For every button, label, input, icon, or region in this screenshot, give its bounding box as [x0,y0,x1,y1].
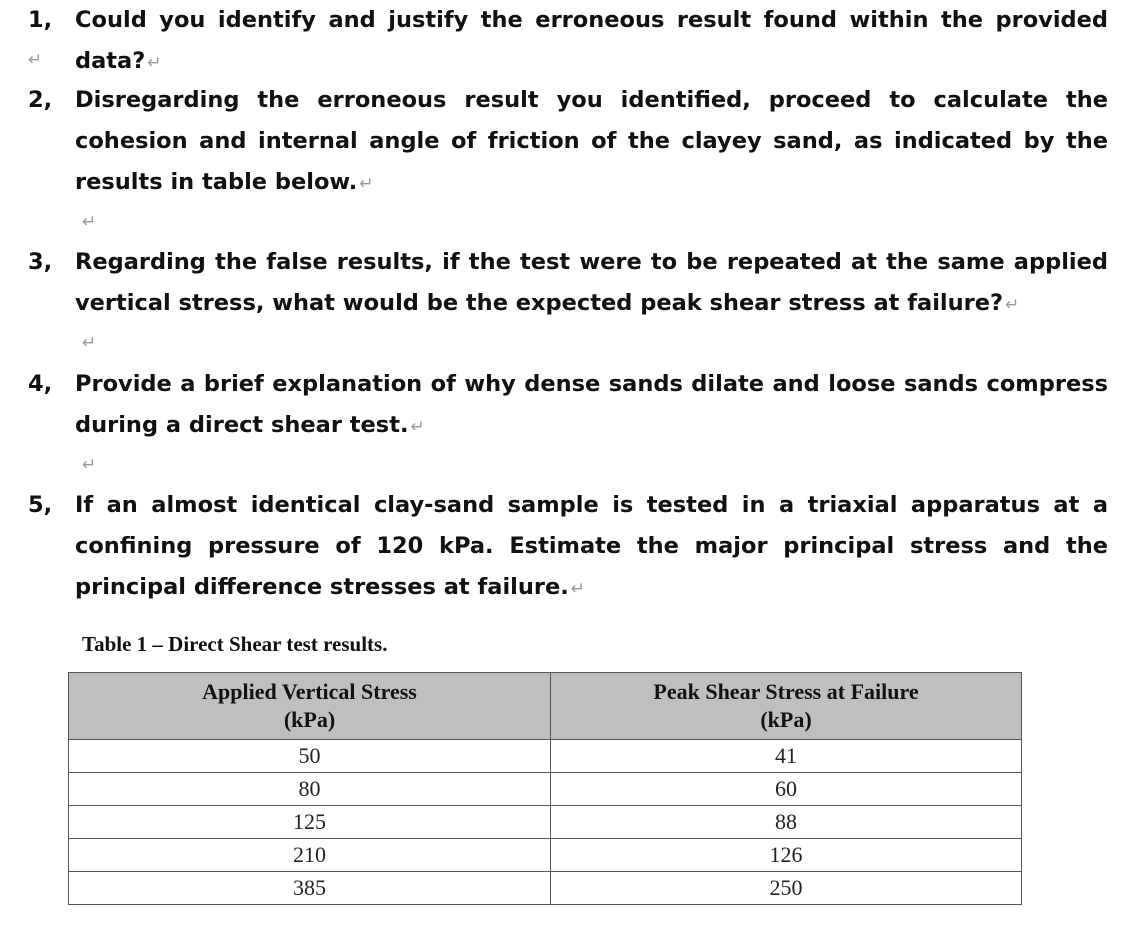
table-cell: 126 [551,839,1022,872]
paragraph-mark-icon: ↵ [570,579,586,599]
table-cell: 125 [69,806,551,839]
paragraph-mark-icon: ↵ [147,53,162,73]
table-row [69,773,1022,806]
header-applied-vertical-stress: Applied Vertical Stress (kPa) [69,673,551,740]
paragraph-mark-icon: ↵ [1005,295,1020,315]
paragraph-mark-icon: ↵ [82,333,97,353]
question-number: 3, [28,249,53,275]
header-peak-shear-stress: Peak Shear Stress at Failure (kPa) [551,673,1022,740]
table-cell: 80 [69,773,551,806]
question-number: 4, [28,371,53,397]
question-1 [28,0,1108,84]
direct-shear-results-table [68,672,1022,905]
question-4 [28,364,1108,448]
question-text: Provide a brief explanation of why dense sands dilate and loose sands compress during a direct shear test. ↵ [75,371,1108,438]
paragraph-mark-icon: ↵ [28,50,43,70]
question-3 [28,242,1108,326]
table-row [69,872,1022,905]
question-number: 2, [28,87,53,113]
table-caption: Table 1 – Direct Shear test results. [82,632,388,656]
question-number: 1, [28,7,53,33]
question-text: Regarding the false results, if the test were to be repeated at the same applied vertical stress, what would be the expected peak shear stress at failure? ↵ [75,249,1108,316]
question-number: 5, [28,492,53,518]
paragraph-mark-icon: ↵ [82,212,97,232]
question-text: Could you identify and justify the erroneous result found within the provided data? ↵ [75,7,1108,74]
table-cell: 250 [551,872,1022,905]
table-row [69,740,1022,773]
table-cell: 88 [551,806,1022,839]
question-text: If an almost identical clay-sand sample is tested in a triaxial apparatus at a confining pressure of 120 kPa. Estimate the major principal stress and the principal difference stresses at failure. ↵ [75,492,1108,600]
table-cell: 50 [69,740,551,773]
paragraph-mark-icon: ↵ [82,455,97,475]
question-2 [28,80,1108,205]
table-row [69,839,1022,872]
table-header-row [69,673,1022,740]
question-text: Disregarding the erroneous result you identified, proceed to calculate the cohesion and internal angle of friction of the clayey sand, as indicated by the results in table below. ↵ [75,87,1108,195]
paragraph-mark-icon: ↵ [410,417,425,437]
table-cell: 210 [69,839,551,872]
paragraph-mark-icon: ↵ [359,174,374,194]
table-cell: 385 [69,872,551,905]
table-cell: 41 [551,740,1022,773]
table-cell: 60 [551,773,1022,806]
table-row [69,806,1022,839]
question-5 [28,485,1108,610]
